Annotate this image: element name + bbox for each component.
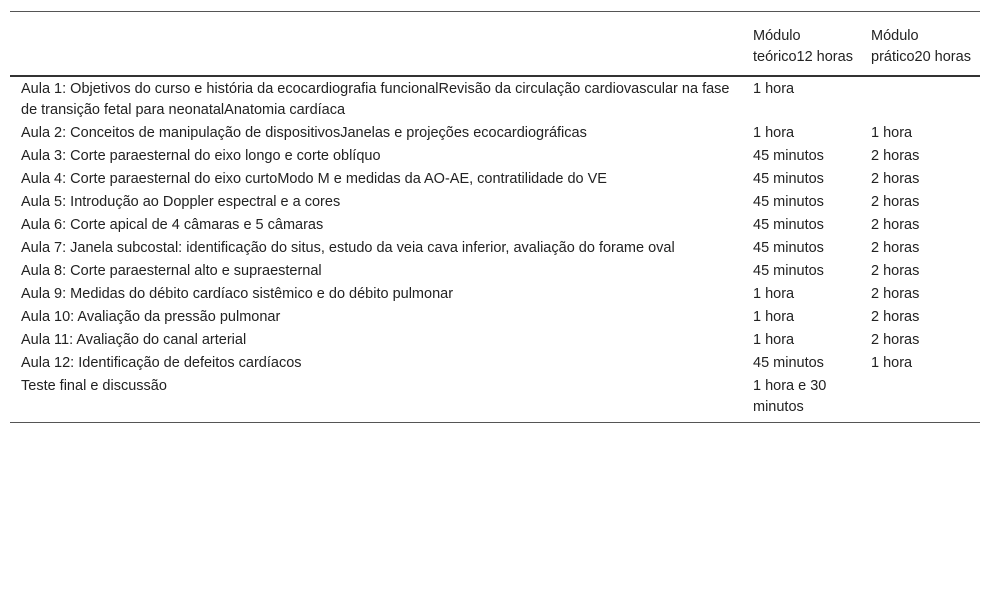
header-practical-module: Módulo prático20 horas [871, 28, 971, 65]
theoretical-duration-cell: 1 hora [753, 309, 795, 325]
lesson-cell: Aula 2: Conceitos de manipulação de dispositivosJanelas e projeções ecocardiográficas [21, 125, 587, 141]
table-row [10, 167, 980, 190]
table-row [10, 259, 980, 282]
lesson-cell: Aula 1: Objetivos do curso e história da ecocardiografia funcionalRevisão da circulação cardiovascular na fase de transição fetal para neonatalAnatomia cardíaca [21, 81, 730, 118]
theoretical-duration-cell: 1 hora [753, 286, 795, 302]
lesson-cell: Aula 4: Corte paraesternal do eixo curtoModo M e medidas da AO-AE, contratilidade do VE [21, 171, 607, 187]
table-row [10, 351, 980, 374]
lesson-cell: Aula 6: Corte apical de 4 câmaras e 5 câmaras [21, 217, 324, 233]
theoretical-duration-cell: 45 minutos [753, 240, 824, 256]
practical-duration-cell: 2 horas [871, 286, 920, 302]
table-header [10, 12, 980, 77]
table-row [10, 144, 980, 167]
practical-duration-cell: 2 horas [871, 194, 920, 210]
table-row [10, 190, 980, 213]
lesson-cell: Aula 10: Avaliação da pressão pulmonar [21, 309, 281, 325]
practical-duration-cell: 2 horas [871, 171, 920, 187]
table-row [10, 374, 980, 423]
lesson-cell: Teste final e discussão [21, 378, 167, 394]
lesson-cell: Aula 12: Identificação de defeitos cardíacos [21, 355, 302, 371]
theoretical-duration-cell: 1 hora [753, 332, 795, 348]
lesson-cell: Aula 5: Introdução ao Doppler espectral e a cores [21, 194, 341, 210]
practical-duration-cell: 1 hora [871, 355, 913, 371]
theoretical-duration-cell: 1 hora [753, 125, 795, 141]
theoretical-duration-cell: 45 minutos [753, 171, 824, 187]
header-theoretical-module: Módulo teórico12 horas [753, 28, 853, 65]
practical-duration-cell [860, 374, 980, 423]
practical-duration-cell: 2 horas [871, 332, 920, 348]
header-lesson [10, 12, 742, 77]
practical-duration-cell: 1 hora [871, 125, 913, 141]
table-row [10, 121, 980, 144]
practical-duration-cell: 2 horas [871, 263, 920, 279]
table-row [10, 282, 980, 305]
practical-duration-cell: 2 horas [871, 240, 920, 256]
course-schedule-table [10, 11, 980, 423]
lesson-cell: Aula 9: Medidas do débito cardíaco sistêmico e do débito pulmonar [21, 286, 454, 302]
practical-duration-cell: 2 horas [871, 148, 920, 164]
table-row [10, 328, 980, 351]
theoretical-duration-cell: 1 hora [753, 81, 795, 97]
practical-duration-cell: 2 horas [871, 217, 920, 233]
theoretical-duration-cell: 45 minutos [753, 194, 824, 210]
practical-duration-cell [860, 76, 980, 121]
lesson-cell: Aula 11: Avaliação do canal arterial [21, 332, 247, 348]
header-row [10, 12, 980, 77]
table-body [10, 76, 980, 423]
table-row [10, 213, 980, 236]
table-row [10, 236, 980, 259]
theoretical-duration-cell: 45 minutos [753, 263, 824, 279]
course-schedule-table-container [10, 11, 980, 423]
table-row [10, 305, 980, 328]
table-row [10, 76, 980, 121]
theoretical-duration-cell: 45 minutos [753, 355, 824, 371]
theoretical-duration-cell: 45 minutos [753, 148, 824, 164]
practical-duration-cell: 2 horas [871, 309, 920, 325]
lesson-cell: Aula 3: Corte paraesternal do eixo longo e corte oblíquo [21, 148, 381, 164]
lesson-cell: Aula 8: Corte paraesternal alto e supraesternal [21, 263, 322, 279]
theoretical-duration-cell: 45 minutos [753, 217, 824, 233]
theoretical-duration-cell: 1 hora e 30 minutos [753, 378, 827, 415]
lesson-cell: Aula 7: Janela subcostal: identificação do situs, estudo da veia cava inferior, avaliação do forame oval [21, 240, 675, 256]
